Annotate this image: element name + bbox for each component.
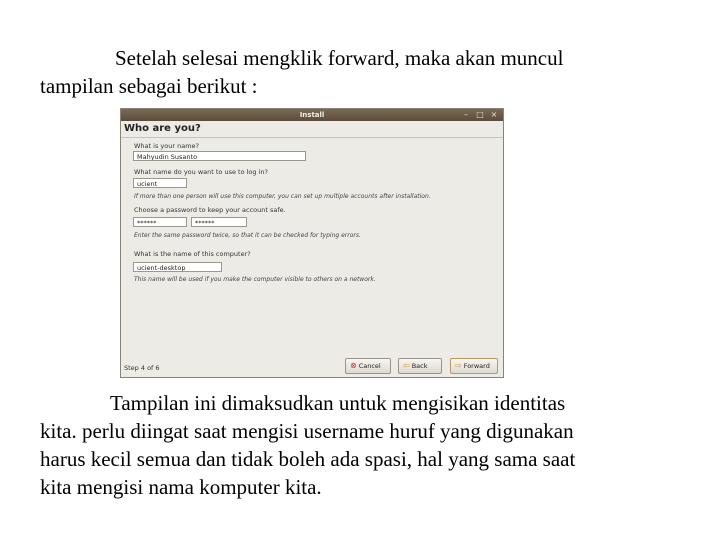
- back-arrow-icon: ⇦: [403, 361, 410, 370]
- outro-line-2: kita. perlu diingat saat mengisi username huruf yang digunakan: [40, 419, 574, 443]
- intro-line-1: Setelah selesai mengklik forward, maka akan muncul: [115, 46, 564, 70]
- forward-button[interactable]: [450, 358, 498, 374]
- login-input[interactable]: ucient: [133, 178, 187, 188]
- forward-arrow-icon: ⇨: [455, 361, 462, 370]
- back-button[interactable]: [398, 358, 442, 374]
- cancel-icon: ⊗: [350, 361, 357, 370]
- outro-line-3: harus kecil semua dan tidak boleh ada spasi, hal yang sama saat: [40, 447, 576, 471]
- computer-name-label: What is the name of this computer?: [134, 250, 251, 258]
- intro-line-2: tampilan sebagai berikut :: [40, 74, 258, 98]
- cancel-label: Cancel: [358, 362, 381, 370]
- outro-paragraph: [40, 389, 700, 501]
- outro-line-1: Tampilan ini dimaksudkan untuk mengisikan identitas: [110, 391, 566, 415]
- password-label: Choose a password to keep your account safe.: [134, 206, 286, 214]
- back-label: Back: [411, 362, 428, 370]
- outro-line-4: kita mengisi nama komputer kita.: [40, 475, 322, 499]
- window-title: Install: [299, 111, 325, 119]
- window-titlebar: [121, 109, 503, 121]
- installer-screenshot: [120, 108, 504, 378]
- forward-label: Forward: [463, 362, 490, 370]
- password-confirm-input[interactable]: ******: [191, 217, 247, 227]
- close-icon[interactable]: ×: [490, 110, 498, 119]
- login-label: What name do you want to use to log in?: [134, 168, 268, 176]
- maximize-icon[interactable]: □: [476, 110, 484, 119]
- divider: [121, 137, 503, 138]
- name-input[interactable]: Mahyudin Susanto: [133, 151, 306, 161]
- minimize-icon[interactable]: –: [464, 110, 468, 119]
- intro-paragraph: [40, 44, 680, 100]
- computer-name-hint: This name will be used if you make the computer visible to others on a network.: [134, 276, 376, 283]
- page-heading: Who are you?: [124, 123, 201, 134]
- name-label: What is your name?: [134, 142, 199, 150]
- password-input[interactable]: ******: [133, 217, 187, 227]
- bottom-bar: [121, 353, 503, 377]
- login-hint: If more than one person will use this computer, you can set up multiple accounts after installation.: [134, 193, 431, 200]
- computer-name-input[interactable]: ucient-desktop: [133, 262, 222, 272]
- cancel-button[interactable]: [345, 358, 391, 374]
- step-indicator: Step 4 of 6: [124, 364, 160, 372]
- password-hint: Enter the same password twice, so that it can be checked for typing errors.: [134, 232, 361, 239]
